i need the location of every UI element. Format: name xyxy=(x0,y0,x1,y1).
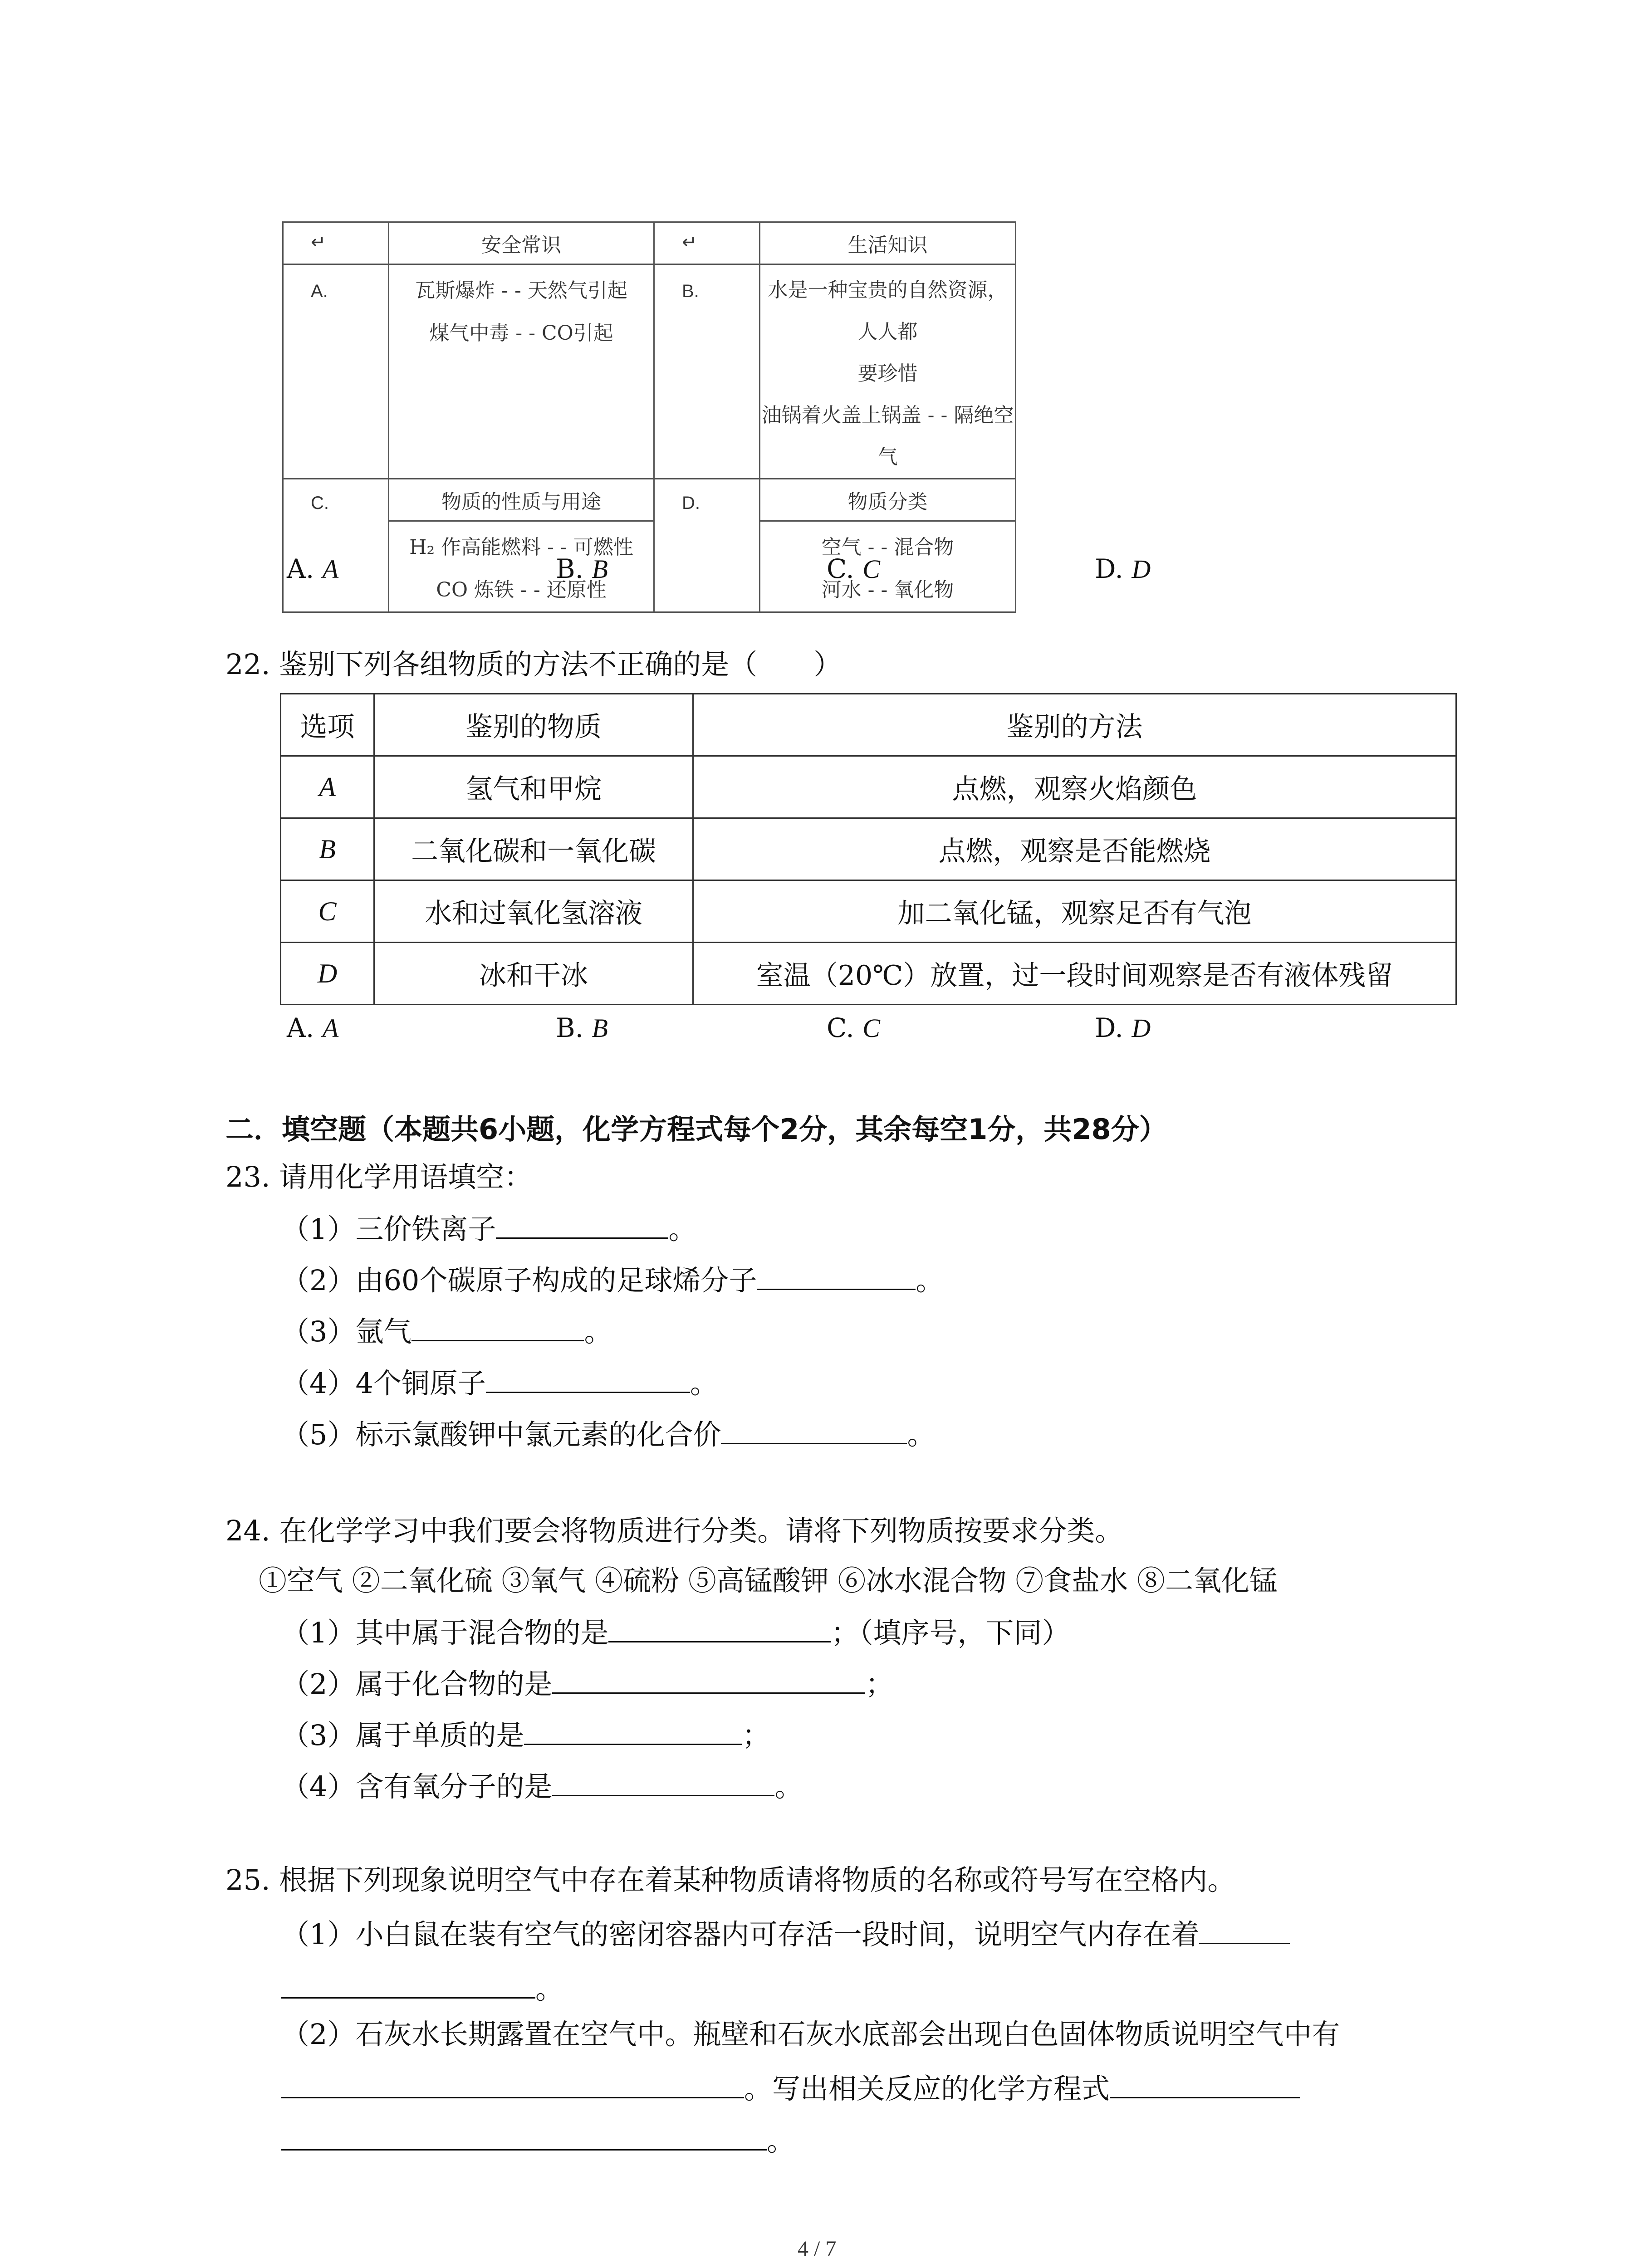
q25-item-2-cont2 xyxy=(281,2123,795,2157)
q22-row-d-method: 室温（20℃）放置，过一段时间观察是否有液体残留 xyxy=(693,943,1456,1005)
q21-corner-2: ↵ xyxy=(654,222,760,264)
q22-option-a-prefix: A. xyxy=(287,1012,314,1043)
q25-item-1-text: （1）小白鼠在装有空气的密闭容器内可存活一段时间，说明空气内存在着 xyxy=(281,1918,1200,1951)
q24-item-2-blank[interactable] xyxy=(552,1666,865,1694)
q21-cell-b xyxy=(760,264,1016,479)
q23-item-5-text: （5）标示氯酸钾中氯元素的化合价 xyxy=(281,1418,721,1451)
q21-cell-c-line-1: H₂ 作高能燃料 - - 可燃性 xyxy=(409,536,633,559)
q24-item-1-blank[interactable] xyxy=(608,1615,831,1642)
q21-option-d-value: D xyxy=(1132,554,1151,584)
q23-item-2 xyxy=(281,1262,944,1296)
q21-cell-a-line-1: 瓦斯爆炸 - - 天然气引起 xyxy=(415,279,627,302)
q23-item-2-text: （2）由60个碳原子构成的足球烯分子 xyxy=(281,1264,757,1297)
q24-item-2 xyxy=(281,1666,893,1700)
q23-stem: 23. 请用化学用语填空： xyxy=(225,1160,533,1193)
q25-item-2-blank-a[interactable] xyxy=(281,2071,744,2098)
q22-option-d[interactable] xyxy=(1095,1012,1151,1043)
section-2-title: 二．填空题（本题共6小题，化学方程式每个2分，其余每空1分，共28分） xyxy=(225,1113,1167,1146)
q22-header-method: 鉴别的方法 xyxy=(693,694,1456,756)
q21-header-d: 物质分类 xyxy=(760,479,1016,521)
q21-option-d[interactable] xyxy=(1095,553,1151,584)
q23-item-4-end: 。 xyxy=(690,1367,718,1400)
q21-table xyxy=(282,221,1016,613)
q23-item-3 xyxy=(281,1314,612,1348)
q24-item-3-end: ； xyxy=(742,1719,770,1752)
q21-cell-d-line-1: 空气 - - 混合物 xyxy=(821,536,954,559)
q21-cell-b-line-1: 水是一种宝贵的自然资源，人人都 xyxy=(768,279,1008,343)
q23-item-2-blank[interactable] xyxy=(757,1262,916,1290)
q24-item-2-end: ； xyxy=(865,1667,894,1701)
q23-item-1-text: （1）三价铁离子 xyxy=(281,1212,496,1246)
q21-option-c-value: C xyxy=(862,554,880,584)
q24-item-1-end: ；（填序号，下同） xyxy=(831,1616,1070,1649)
q22-header-option: 选项 xyxy=(281,694,374,756)
q21-cell-a-line-2: 煤气中毒 - - CO引起 xyxy=(429,322,613,345)
q21-label-b: B. xyxy=(654,264,760,479)
q21-label-d: D. xyxy=(654,479,760,612)
q22-option-b[interactable] xyxy=(556,1012,608,1043)
q22-row-b-substances: 二氧化碳和一氧化碳 xyxy=(374,818,693,880)
q24-item-4-end: 。 xyxy=(774,1770,803,1803)
q22-row-a-option: A xyxy=(319,772,336,802)
q25-item-2-blank-b[interactable] xyxy=(1110,2071,1300,2098)
q21-option-a-value: A xyxy=(322,554,339,584)
q23-item-5-blank[interactable] xyxy=(721,1417,907,1444)
q22-row-c-substances: 水和过氧化氢溶液 xyxy=(374,880,693,943)
q21-label-a: A. xyxy=(283,264,389,479)
q21-cell-c-line-2: CO 炼铁 - - 还原性 xyxy=(436,578,607,601)
q24-item-1-text: （1）其中属于混合物的是 xyxy=(281,1616,609,1649)
q25-item-2-blank-c[interactable] xyxy=(281,2123,767,2151)
q21-option-b[interactable] xyxy=(556,553,608,584)
q22-row-a-method: 点燃，观察火焰颜色 xyxy=(693,756,1456,818)
q24-item-3 xyxy=(281,1717,770,1751)
q25-item-1-blank-a[interactable] xyxy=(1199,1916,1290,1944)
q21-option-a-prefix: A. xyxy=(287,553,314,584)
q21-header-b: 生活知识 xyxy=(760,222,1016,264)
q24-item-4-text: （4）含有氧分子的是 xyxy=(281,1770,553,1803)
q22-option-c-prefix: C. xyxy=(827,1012,854,1043)
q25-item-1-blank-b[interactable] xyxy=(281,1971,535,1999)
q23-item-2-end: 。 xyxy=(916,1264,944,1297)
q24-item-4-blank[interactable] xyxy=(552,1769,774,1796)
q24-stem: 24. 在化学学习中我们要会将物质进行分类。请将下列物质按要求分类。 xyxy=(225,1514,1123,1547)
q23-item-4-blank[interactable] xyxy=(486,1365,690,1393)
q24-item-4 xyxy=(281,1769,803,1803)
q25-item-2-end: 。 xyxy=(767,2124,795,2157)
page-number: 4 / 7 xyxy=(798,2237,837,2261)
q25-item-2-mid: 。写出相关反应的化学方程式 xyxy=(744,2072,1110,2105)
q24-item-2-text: （2）属于化合物的是 xyxy=(281,1667,553,1701)
q22-header-substances: 鉴别的物质 xyxy=(374,694,693,756)
q25-item-2-cont xyxy=(281,2071,1300,2105)
q21-header-a: 安全常识 xyxy=(389,222,654,264)
q21-cell-b-line-2: 要珍惜 xyxy=(857,362,918,385)
q22-option-c[interactable] xyxy=(827,1012,880,1043)
q24-item-3-blank[interactable] xyxy=(524,1717,742,1745)
q23-item-3-blank[interactable] xyxy=(411,1314,584,1341)
q25-item-2: （2）石灰水长期露置在空气中。瓶壁和石灰水底部会出现白色固体物质说明空气中有 xyxy=(281,2018,1340,2051)
q22-option-d-prefix: D. xyxy=(1095,1012,1123,1043)
q24-substance-list: ①空气 ②二氧化硫 ③氧气 ④硫粉 ⑤高锰酸钾 ⑥冰水混合物 ⑦食盐水 ⑧二氧化锰 xyxy=(259,1564,1278,1597)
q22-row-d-substances: 冰和干冰 xyxy=(374,943,693,1005)
q22-stem: 22. 鉴别下列各组物质的方法不正确的是（ ） xyxy=(225,648,842,681)
q23-item-3-text: （3）氩气 xyxy=(281,1315,412,1348)
q21-corner: ↵ xyxy=(283,222,389,264)
q21-label-c: C. xyxy=(283,479,389,612)
q22-row-a-substances: 氢气和甲烷 xyxy=(374,756,693,818)
q25-item-1-cont xyxy=(281,1971,563,2005)
q25-item-1-end: 。 xyxy=(535,1972,564,2005)
q23-item-4-text: （4）4个铜原子 xyxy=(281,1367,486,1400)
q21-option-b-value: B xyxy=(592,554,608,584)
q22-option-d-value: D xyxy=(1132,1013,1151,1043)
q21-option-d-prefix: D. xyxy=(1095,553,1123,584)
q21-option-c-prefix: C. xyxy=(827,553,854,584)
q21-option-b-prefix: B. xyxy=(556,553,584,584)
q25-stem: 25. 根据下列现象说明空气中存在着某种物质请将物质的名称或符号写在空格内。 xyxy=(225,1863,1236,1897)
q25-item-1 xyxy=(281,1916,1290,1950)
q24-item-1 xyxy=(281,1615,1070,1649)
q23-item-4 xyxy=(281,1365,718,1399)
q21-option-a[interactable] xyxy=(287,553,338,584)
q23-item-3-end: 。 xyxy=(584,1315,612,1348)
q23-item-1-end: 。 xyxy=(668,1212,697,1246)
q21-cell-b-line-3: 油锅着火盖上锅盖 - - 隔绝空气 xyxy=(761,404,1014,469)
q21-cell-c xyxy=(389,521,654,612)
q22-row-c-method: 加二氧化锰，观察足否有气泡 xyxy=(693,880,1456,943)
q23-item-1-blank[interactable] xyxy=(496,1211,668,1239)
q22-option-a-value: A xyxy=(322,1013,339,1043)
q23-item-1 xyxy=(281,1211,696,1245)
q22-row-b-option: B xyxy=(319,834,336,864)
q22-row-d-option: D xyxy=(317,958,338,988)
q22-row-b-method: 点燃，观察是否能燃烧 xyxy=(693,818,1456,880)
q22-option-a[interactable] xyxy=(287,1012,338,1043)
q23-item-5 xyxy=(281,1417,935,1451)
q24-item-3-text: （3）属于单质的是 xyxy=(281,1719,524,1752)
q21-cell-d-line-2: 河水 - - 氧化物 xyxy=(821,578,954,601)
q21-header-c: 物质的性质与用途 xyxy=(389,479,654,521)
q22-option-b-prefix: B. xyxy=(556,1012,584,1043)
q22-option-b-value: B xyxy=(592,1013,608,1043)
q22-option-c-value: C xyxy=(862,1013,880,1043)
q21-cell-a xyxy=(389,264,654,479)
q23-item-5-end: 。 xyxy=(907,1418,936,1451)
q22-row-c-option: C xyxy=(318,896,337,926)
q22-table xyxy=(280,693,1457,1005)
q21-option-c[interactable] xyxy=(827,553,880,584)
q21-cell-d xyxy=(760,521,1016,612)
